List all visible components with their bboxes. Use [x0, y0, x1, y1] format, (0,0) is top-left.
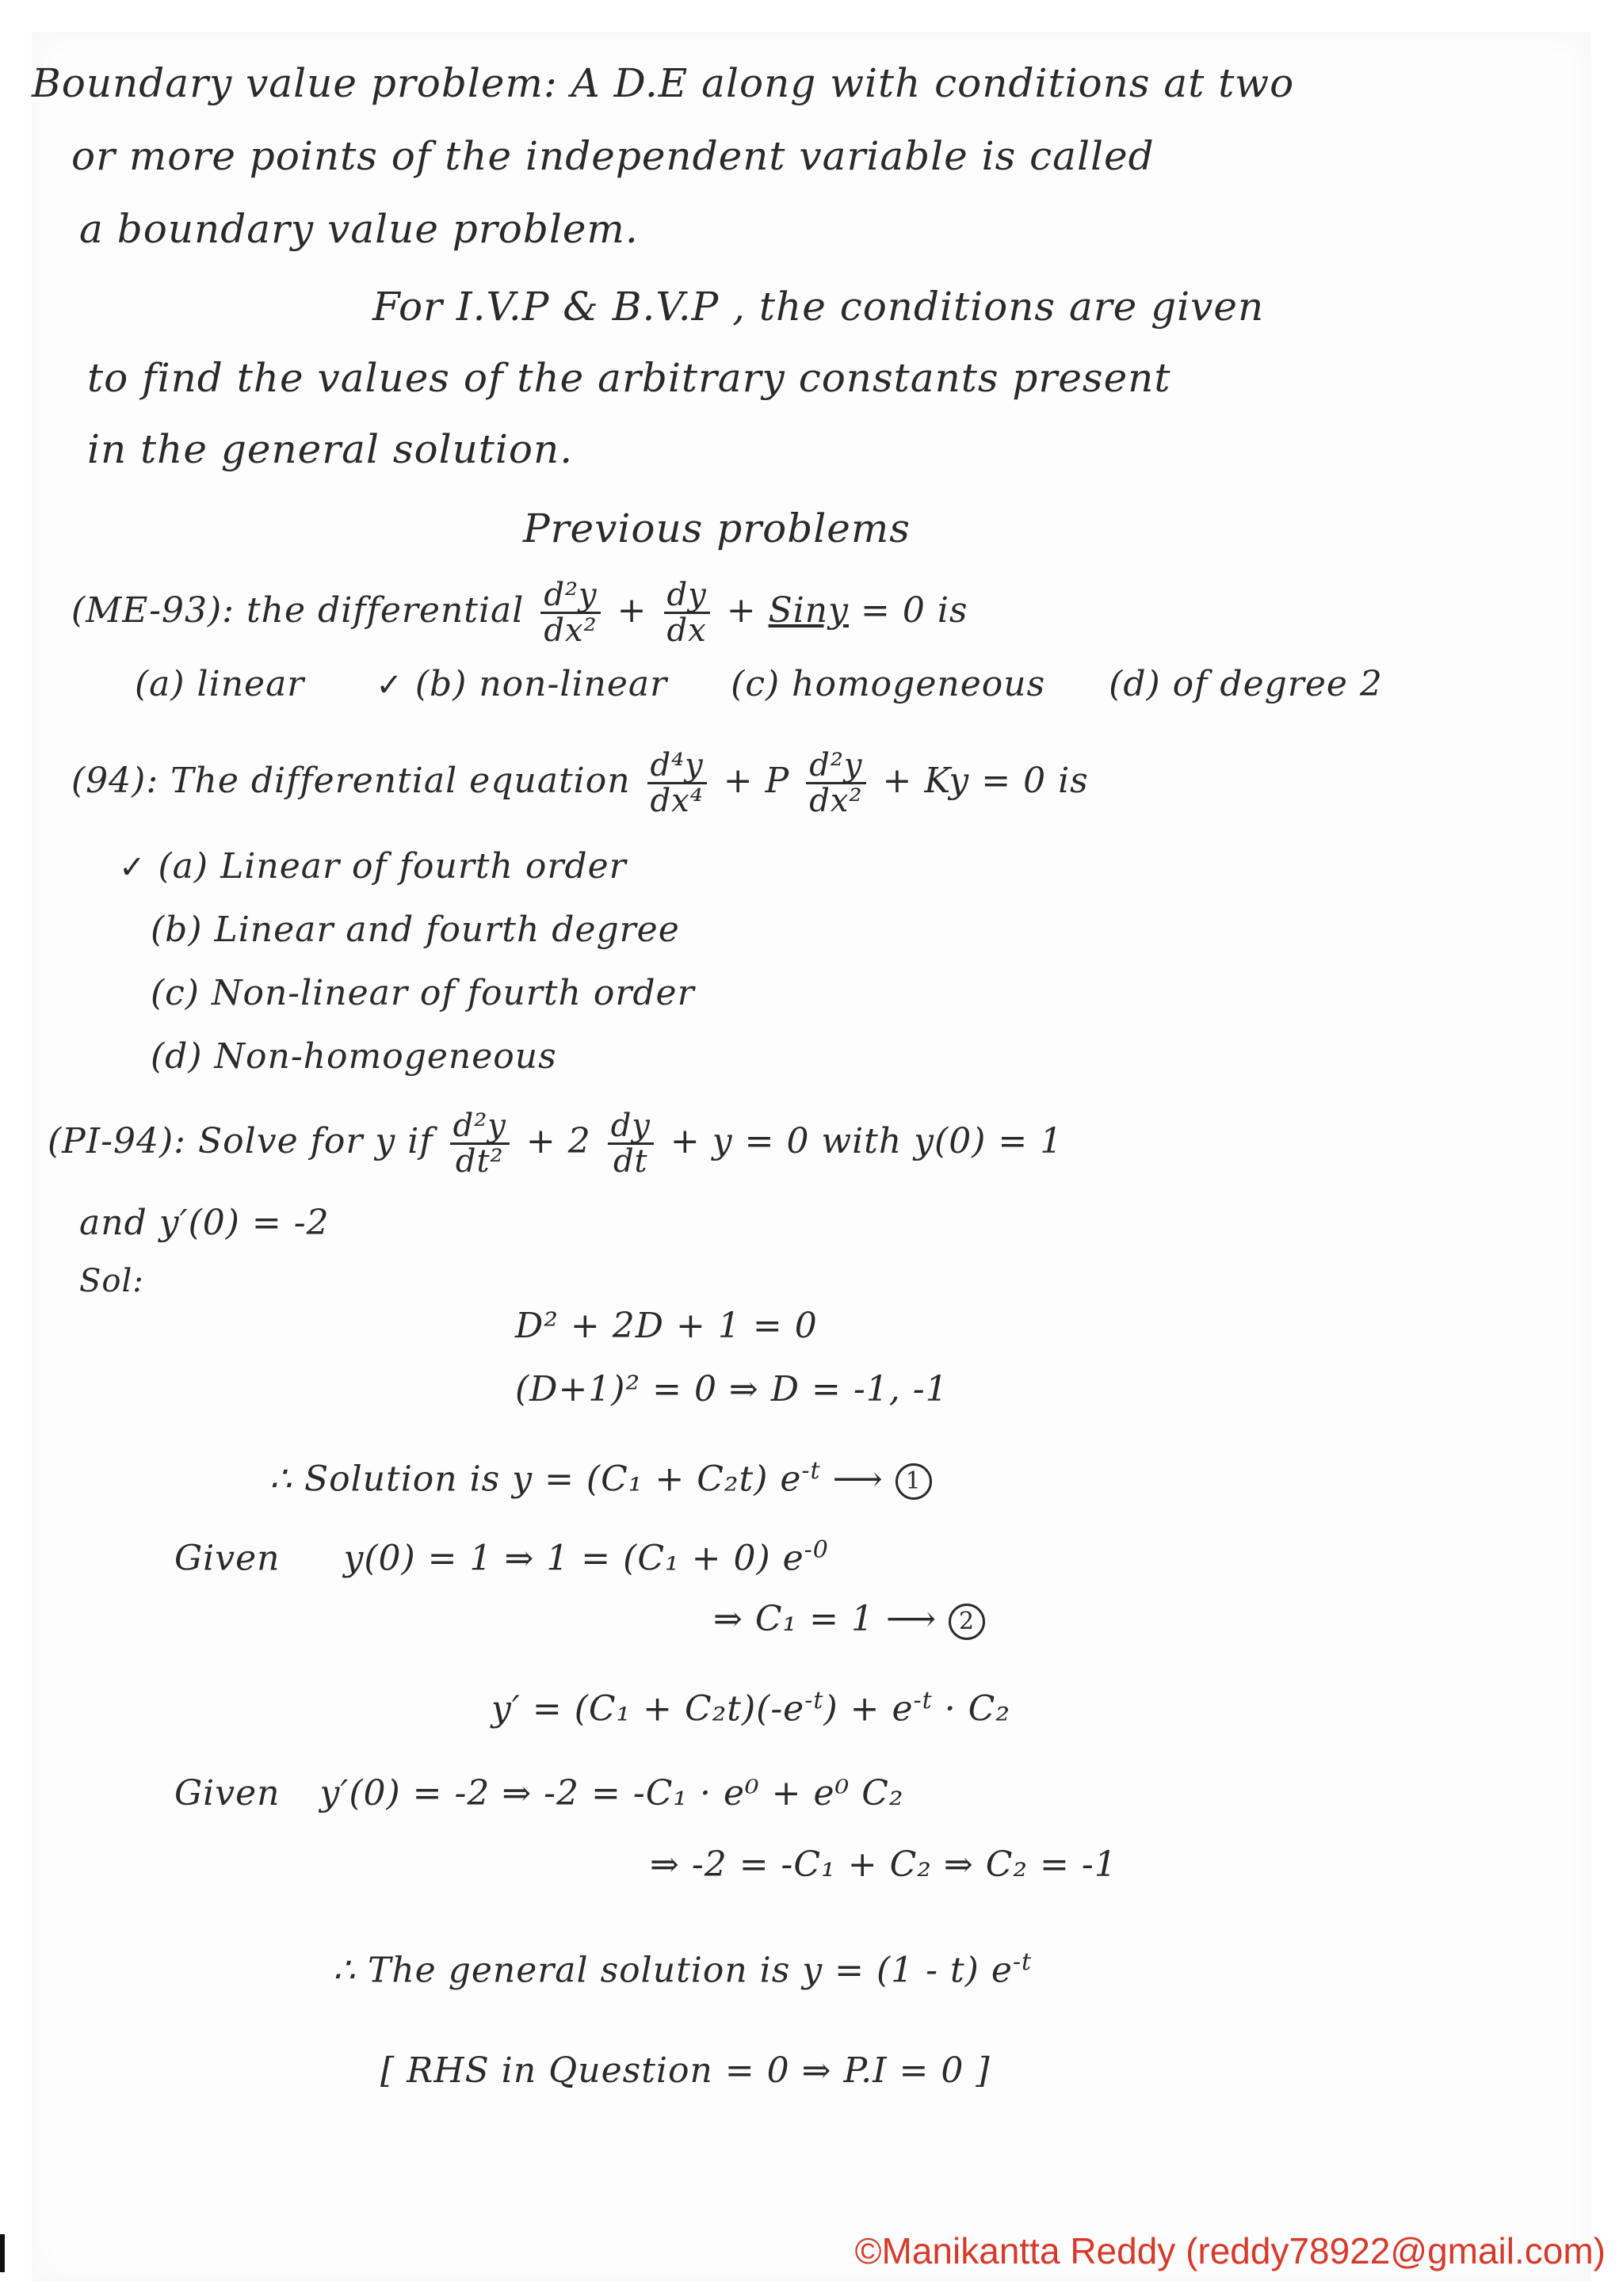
q2-suffix: + Ky = 0 is — [882, 761, 1089, 801]
sol-step-9 — [333, 1949, 1032, 1990]
check-icon: ✓ — [376, 667, 403, 704]
q1-num-1: d²y — [540, 578, 600, 614]
check-icon: ✓ — [119, 849, 147, 886]
notebook-page — [32, 32, 1591, 2282]
sol-step-2: (D+1)² = 0 ⇒ D = -1, -1 — [515, 1369, 949, 1409]
q2-option-c: (c) Non-linear of fourth order — [151, 973, 695, 1013]
q2-den-1: dx⁴ — [650, 783, 704, 819]
page-edge-mark — [0, 2234, 5, 2272]
q1-den-2: dx — [666, 612, 707, 649]
q2-option-a: (a) Linear of fourth order — [158, 846, 627, 887]
sol-step-6-exponent-1: -t — [804, 1687, 824, 1714]
q1-plus: + — [617, 590, 647, 631]
q3-fraction-1 — [450, 1109, 510, 1178]
q1-suffix: = 0 is — [861, 590, 968, 631]
sol-step-9-exponent: -t — [1012, 1948, 1033, 1976]
bvp-line-1: Boundary value problem: A D.E along with conditions at two — [32, 60, 1295, 106]
sol-step-3 — [269, 1458, 932, 1500]
bvp-line-6: in the general solution. — [87, 426, 574, 472]
sol-step-7-given: Given — [174, 1773, 281, 1814]
section-heading: Previous problems — [523, 505, 911, 551]
q3-prefix: Solve for y if — [198, 1121, 433, 1161]
q3-mid: + 2 — [525, 1121, 591, 1161]
q2-statement — [71, 749, 1089, 818]
q1-option-d: (d) of degree 2 — [1109, 664, 1383, 704]
sol-step-5-text: ⇒ C₁ = 1 — [713, 1599, 874, 1639]
q1-label: (ME-93): — [71, 590, 235, 631]
q1-num-2: dy — [664, 578, 710, 614]
sol-step-7 — [174, 1775, 904, 1813]
q2-num-2: d²y — [806, 749, 865, 784]
copyright-watermark: ©Manikantta Reddy (reddy78922@gmail.com) — [854, 2230, 1606, 2271]
q2-mid: + P — [723, 761, 790, 801]
q1-option-a: (a) linear — [135, 664, 305, 704]
q3-fraction-2 — [608, 1109, 654, 1178]
q1-den-1: dx² — [544, 612, 598, 649]
q1-prefix: the differential — [246, 590, 525, 631]
sol-step-6 — [491, 1688, 1010, 1729]
solution-label: Sol: — [79, 1263, 144, 1299]
sol-step-4-given: Given — [174, 1538, 281, 1579]
q2-prefix: The differential equation — [170, 761, 631, 801]
sol-step-5 — [713, 1600, 985, 1640]
q2-fraction-2 — [806, 749, 865, 818]
q2-option-d: (d) Non-homogeneous — [151, 1036, 557, 1077]
q3-num-2: dy — [608, 1109, 654, 1145]
sol-step-4 — [174, 1537, 829, 1578]
q2-label: (94): — [71, 761, 159, 801]
sol-step-4-exponent: -0 — [804, 1536, 829, 1564]
sol-step-4-text: y(0) = 1 ⇒ 1 = (C₁ + 0) e — [343, 1538, 804, 1579]
arrow-icon: ⟶ — [886, 1599, 938, 1639]
sol-step-7-text: y′(0) = -2 ⇒ -2 = -C₁ · e⁰ + e⁰ C₂ — [319, 1773, 904, 1814]
sol-step-9-text: ∴ The general solution is y = (1 - t) e — [333, 1950, 1013, 1991]
q3-num-1: d²y — [450, 1109, 510, 1145]
q2-fraction-1 — [647, 749, 707, 818]
bvp-line-4: For I.V.P & B.V.P , the conditions are given — [372, 284, 1265, 330]
sol-step-6-mid: ) + e — [823, 1688, 914, 1730]
q1-options — [135, 666, 1383, 704]
q3-suffix: + y = 0 with y(0) = 1 — [670, 1121, 1064, 1161]
q2-option-b: (b) Linear and fourth degree — [151, 910, 680, 950]
q3-statement — [48, 1109, 1063, 1178]
q2-option-a-row — [119, 848, 627, 886]
q1-fraction-2 — [664, 578, 710, 647]
q1-siny: Siny — [768, 590, 849, 631]
sol-step-6-exponent-2: -t — [913, 1687, 933, 1714]
q3-line-2: and y′(0) = -2 — [79, 1203, 330, 1243]
bvp-line-5: to find the values of the arbitrary constants present — [87, 355, 1171, 401]
q1-statement — [71, 578, 968, 647]
q1-option-b: (b) non-linear — [414, 664, 668, 704]
q3-den-2: dt — [613, 1143, 648, 1180]
sol-step-6-text: y′ = (C₁ + C₂t)(-e — [491, 1688, 805, 1730]
bvp-line-2: or more points of the independent variable is called — [71, 133, 1155, 179]
q1-plus-2: + — [726, 590, 757, 631]
q1-option-c: (c) homogeneous — [731, 664, 1046, 704]
sol-step-6-suffix: · C₂ — [944, 1688, 1010, 1730]
q2-den-2: dx² — [809, 783, 863, 819]
sol-step-8: ⇒ -2 = -C₁ + C₂ ⇒ C₂ = -1 — [650, 1844, 1117, 1885]
q2-num-1: d⁴y — [647, 749, 707, 784]
sol-step-3-text: ∴ Solution is y = (C₁ + C₂t) e — [269, 1459, 802, 1500]
q3-den-1: dt² — [455, 1143, 504, 1180]
q1-fraction-1 — [540, 578, 600, 647]
sol-step-3-exponent: -t — [801, 1457, 821, 1485]
sol-step-10: [ RHS in Question = 0 ⇒ P.I = 0 ] — [380, 2050, 991, 2091]
equation-number-2: 2 — [949, 1604, 985, 1640]
q3-label: (PI-94): — [48, 1121, 186, 1161]
sol-step-1: D² + 2D + 1 = 0 — [515, 1306, 818, 1346]
arrow-icon: ⟶ — [832, 1459, 884, 1500]
equation-number-1: 1 — [896, 1463, 932, 1500]
bvp-line-3: a boundary value problem. — [79, 206, 639, 252]
